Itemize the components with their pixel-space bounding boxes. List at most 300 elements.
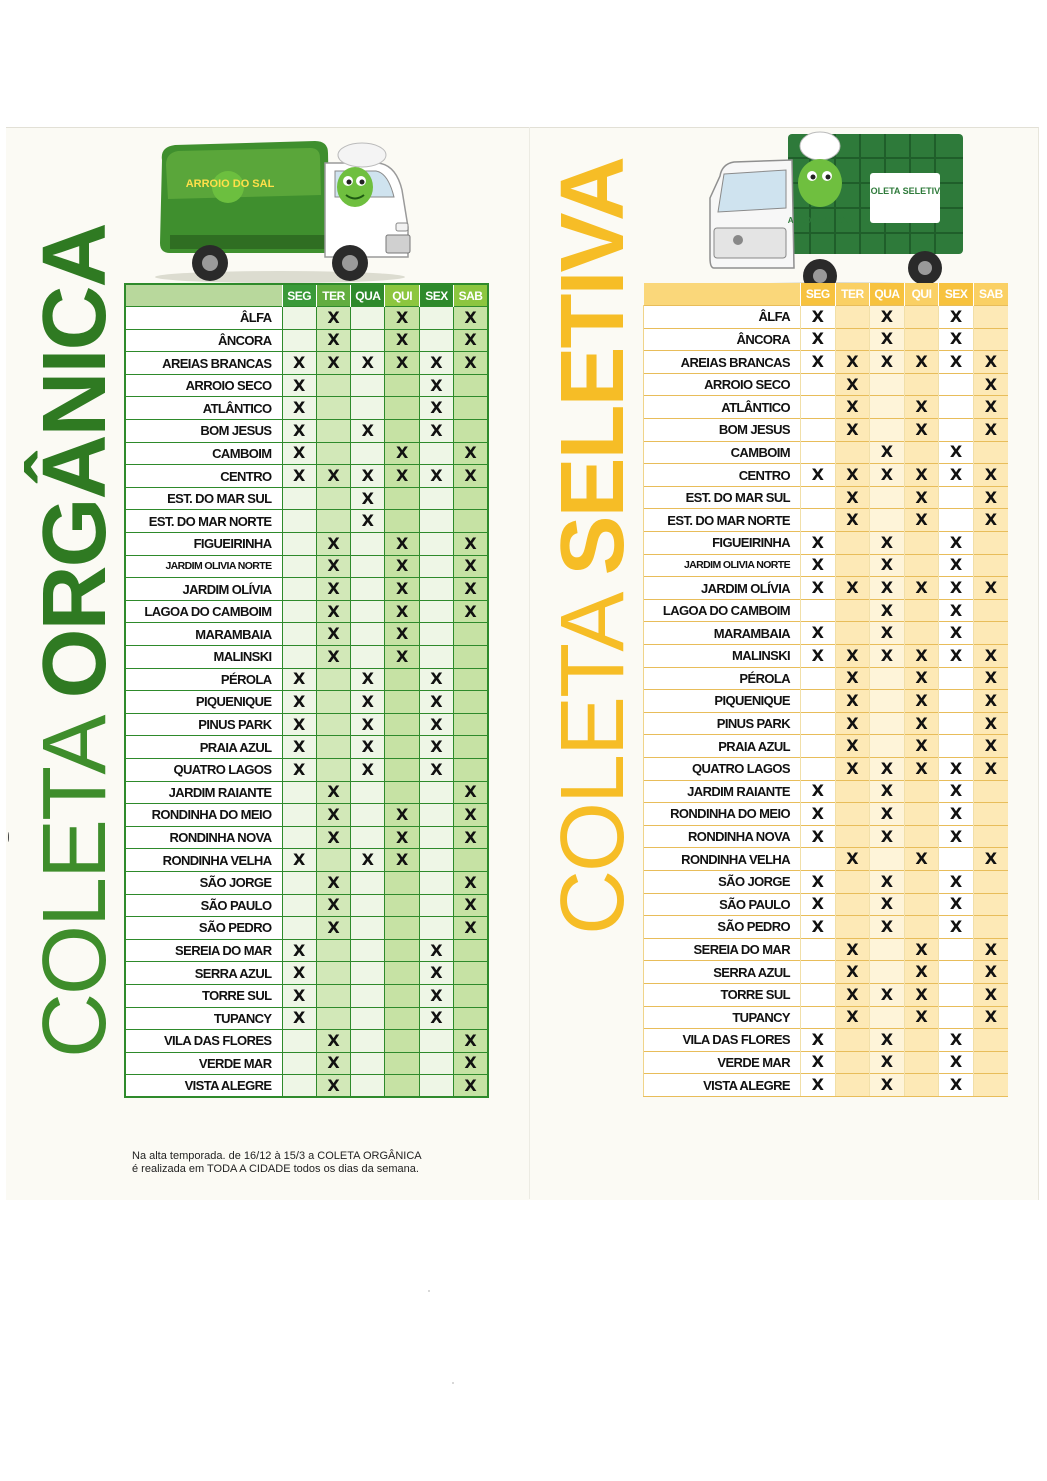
collection-mark: X	[939, 645, 974, 668]
table-row	[644, 780, 1009, 803]
collection-mark: X	[351, 420, 385, 443]
table-row	[644, 554, 1009, 577]
collection-mark: X	[419, 397, 453, 420]
collection-mark: X	[801, 803, 836, 826]
collection-mark	[904, 554, 939, 577]
collection-mark	[351, 984, 385, 1007]
neighborhood-name: MALINSKI	[125, 646, 282, 669]
collection-mark: X	[973, 351, 1008, 374]
collection-mark	[801, 757, 836, 780]
table-row	[644, 667, 1009, 690]
collection-mark	[419, 307, 453, 330]
table-row	[125, 646, 488, 669]
collection-mark	[454, 668, 488, 691]
collection-mark	[316, 487, 350, 510]
collection-mark	[801, 667, 836, 690]
table-row	[644, 509, 1009, 532]
collection-mark	[870, 961, 905, 984]
table-row	[125, 758, 488, 781]
table-row	[644, 328, 1009, 351]
collection-mark: X	[282, 736, 316, 759]
collection-mark	[454, 1007, 488, 1030]
collection-mark: X	[385, 600, 419, 623]
collection-mark	[316, 849, 350, 872]
collection-mark	[282, 1030, 316, 1053]
collection-mark: X	[282, 962, 316, 985]
neighborhood-name: BOM JESUS	[125, 420, 282, 443]
table-row	[125, 578, 488, 601]
collection-mark	[351, 442, 385, 465]
collection-mark	[385, 510, 419, 533]
table-row	[125, 849, 488, 872]
collection-mark	[351, 329, 385, 352]
collection-mark: X	[454, 329, 488, 352]
organica-title: COLETA ORGÂNICA	[25, 224, 125, 1058]
collection-mark	[939, 983, 974, 1006]
table-row	[125, 668, 488, 691]
neighborhood-name: TORRE SUL	[125, 984, 282, 1007]
collection-mark: X	[351, 352, 385, 375]
collection-mark	[385, 962, 419, 985]
collection-mark: X	[939, 1051, 974, 1074]
collection-mark: X	[939, 622, 974, 645]
table-row	[644, 1074, 1009, 1097]
table-row	[125, 917, 488, 940]
table-row	[644, 983, 1009, 1006]
table-header-row	[644, 283, 1009, 306]
collection-mark	[351, 646, 385, 669]
table-row	[125, 307, 488, 330]
collection-mark: X	[904, 712, 939, 735]
collection-mark	[282, 329, 316, 352]
neighborhood-name: SEREIA DO MAR	[125, 939, 282, 962]
collection-mark	[870, 938, 905, 961]
collection-mark	[835, 306, 870, 329]
neighborhood-name: PINUS PARK	[125, 713, 282, 736]
collection-mark	[351, 1030, 385, 1053]
collection-mark: X	[904, 1006, 939, 1029]
neighborhood-name: ÂLFA	[125, 307, 282, 330]
collection-mark: X	[454, 1075, 488, 1098]
neighborhood-name: JARDIM OLÍVIA	[644, 577, 801, 600]
collection-mark	[282, 781, 316, 804]
collection-mark	[904, 306, 939, 329]
collection-mark	[454, 510, 488, 533]
collection-mark	[419, 917, 453, 940]
collection-mark	[835, 532, 870, 555]
collection-mark: X	[939, 893, 974, 916]
collection-mark: X	[316, 917, 350, 940]
neighborhood-name: SÃO PAULO	[644, 893, 801, 916]
collection-mark: X	[870, 1074, 905, 1097]
collection-mark: X	[904, 757, 939, 780]
collection-mark: X	[973, 848, 1008, 871]
table-row	[125, 600, 488, 623]
collection-mark	[835, 893, 870, 916]
collection-mark: X	[454, 465, 488, 488]
table-row	[125, 352, 488, 375]
table-row	[125, 397, 488, 420]
collection-mark: X	[801, 645, 836, 668]
collection-mark	[904, 622, 939, 645]
collection-mark	[385, 939, 419, 962]
collection-mark	[419, 487, 453, 510]
collection-mark	[316, 442, 350, 465]
collection-mark: X	[351, 758, 385, 781]
collection-mark: X	[870, 916, 905, 939]
collection-mark	[939, 667, 974, 690]
neighborhood-name: EST. DO MAR SUL	[125, 487, 282, 510]
collection-mark: X	[870, 780, 905, 803]
truck-logo-text: ARROIO DO SAL	[185, 178, 275, 190]
collection-mark: X	[316, 646, 350, 669]
collection-mark: X	[973, 757, 1008, 780]
collection-mark: X	[870, 532, 905, 555]
neighborhood-name: RONDINHA DO MEIO	[644, 803, 801, 826]
collection-mark: X	[385, 646, 419, 669]
day-header: SAB	[454, 284, 488, 307]
collection-mark	[973, 306, 1008, 329]
collection-mark	[454, 487, 488, 510]
collection-mark	[351, 578, 385, 601]
collection-mark: X	[801, 893, 836, 916]
collection-mark	[351, 1007, 385, 1030]
neighborhood-name: MARAMBAIA	[644, 622, 801, 645]
footnote-line-1: Na alta temporada. de 16/12 à 15/3 a COLETA ORGÂNICA	[132, 1150, 422, 1162]
collection-mark	[385, 668, 419, 691]
collection-mark: X	[351, 510, 385, 533]
neighborhood-name: RONDINHA DO MEIO	[125, 804, 282, 827]
selective-collection-truck-illustration	[700, 128, 970, 298]
collection-mark: X	[282, 442, 316, 465]
neighborhood-name: EST. DO MAR NORTE	[644, 509, 801, 532]
collection-mark	[316, 736, 350, 759]
collection-mark	[454, 420, 488, 443]
neighborhood-name: MALINSKI	[644, 645, 801, 668]
collection-mark: X	[316, 307, 350, 330]
collection-mark	[904, 780, 939, 803]
collection-mark	[454, 962, 488, 985]
neighborhood-name: TUPANCY	[125, 1007, 282, 1030]
collection-mark: X	[351, 487, 385, 510]
collection-mark	[801, 419, 836, 442]
collection-mark: X	[316, 533, 350, 556]
collection-mark: X	[385, 465, 419, 488]
collection-mark	[316, 984, 350, 1007]
collection-mark	[801, 983, 836, 1006]
collection-mark: X	[870, 983, 905, 1006]
collection-mark	[419, 578, 453, 601]
collection-mark: X	[835, 983, 870, 1006]
collection-mark	[351, 600, 385, 623]
table-row	[644, 419, 1009, 442]
table-row	[644, 464, 1009, 487]
table-row	[125, 623, 488, 646]
collection-mark	[385, 691, 419, 714]
collection-mark	[282, 804, 316, 827]
neighborhood-name: VERDE MAR	[125, 1052, 282, 1075]
neighborhood-name: RONDINHA NOVA	[644, 825, 801, 848]
collection-mark	[351, 1052, 385, 1075]
table-row	[644, 622, 1009, 645]
collection-mark	[316, 758, 350, 781]
collection-mark: X	[939, 780, 974, 803]
collection-mark	[801, 961, 836, 984]
collection-mark: X	[419, 420, 453, 443]
neighborhood-name: VILA DAS FLORES	[125, 1030, 282, 1053]
collection-mark: X	[282, 465, 316, 488]
collection-mark: X	[939, 306, 974, 329]
table-row	[125, 555, 488, 578]
collection-mark: X	[316, 555, 350, 578]
collection-mark	[904, 441, 939, 464]
collection-mark: X	[385, 329, 419, 352]
collection-mark: X	[282, 939, 316, 962]
collection-mark: X	[316, 465, 350, 488]
collection-mark	[801, 441, 836, 464]
collection-mark	[385, 1075, 419, 1098]
collection-mark: X	[904, 667, 939, 690]
collection-mark: X	[351, 691, 385, 714]
day-header: QUI	[385, 284, 419, 307]
table-row	[644, 577, 1009, 600]
collection-mark: X	[282, 374, 316, 397]
collection-mark: X	[904, 735, 939, 758]
collection-mark	[973, 1029, 1008, 1052]
collection-mark	[870, 486, 905, 509]
collection-mark	[316, 374, 350, 397]
collection-mark	[904, 803, 939, 826]
collection-mark: X	[385, 623, 419, 646]
collection-mark	[939, 938, 974, 961]
table-header-row	[125, 284, 488, 307]
day-header: SEX	[419, 284, 453, 307]
collection-mark: X	[973, 486, 1008, 509]
collection-mark: X	[454, 804, 488, 827]
collection-mark: X	[973, 373, 1008, 396]
collection-mark: X	[419, 465, 453, 488]
collection-mark: X	[973, 396, 1008, 419]
seletiva-schedule-table	[643, 283, 1008, 1097]
neighborhood-name: EST. DO MAR NORTE	[125, 510, 282, 533]
collection-mark: X	[801, 306, 836, 329]
collection-mark	[973, 803, 1008, 826]
table-row	[644, 486, 1009, 509]
table-row	[125, 1007, 488, 1030]
neighborhood-name: SERRA AZUL	[125, 962, 282, 985]
table-row	[125, 962, 488, 985]
collection-mark: X	[454, 533, 488, 556]
table-row	[125, 1075, 488, 1098]
collection-mark	[316, 939, 350, 962]
collection-mark	[939, 419, 974, 442]
neighborhood-name: CAMBOIM	[125, 442, 282, 465]
table-row	[644, 351, 1009, 374]
table-row	[644, 916, 1009, 939]
collection-mark: X	[973, 509, 1008, 532]
collection-mark: X	[870, 622, 905, 645]
table-row	[644, 441, 1009, 464]
collection-mark: X	[835, 757, 870, 780]
collection-mark: X	[939, 351, 974, 374]
collection-mark	[351, 307, 385, 330]
neighborhood-name: EST. DO MAR SUL	[644, 486, 801, 509]
collection-mark	[454, 623, 488, 646]
collection-mark: X	[973, 1006, 1008, 1029]
collection-mark	[316, 1007, 350, 1030]
neighborhood-name: ÂLFA	[644, 306, 801, 329]
collection-mark: X	[870, 554, 905, 577]
collection-mark	[316, 510, 350, 533]
collection-mark	[835, 916, 870, 939]
scan-speck	[428, 1290, 430, 1292]
collection-mark: X	[454, 917, 488, 940]
day-header: TER	[835, 283, 870, 306]
collection-mark	[939, 712, 974, 735]
collection-mark	[351, 533, 385, 556]
collection-mark	[870, 735, 905, 758]
neighborhood-name: ÂNCORA	[644, 328, 801, 351]
collection-mark	[835, 780, 870, 803]
collection-mark	[870, 509, 905, 532]
collection-mark: X	[282, 397, 316, 420]
collection-mark	[801, 599, 836, 622]
collection-mark: X	[939, 441, 974, 464]
collection-mark	[385, 397, 419, 420]
collection-mark	[419, 849, 453, 872]
collection-mark	[282, 600, 316, 623]
collection-mark: X	[870, 757, 905, 780]
table-row	[125, 510, 488, 533]
collection-mark	[904, 1074, 939, 1097]
collection-mark	[419, 871, 453, 894]
collection-mark	[419, 1075, 453, 1098]
collection-mark	[454, 849, 488, 872]
collection-mark	[385, 1007, 419, 1030]
collection-mark: X	[870, 893, 905, 916]
collection-mark	[316, 691, 350, 714]
neighborhood-name: JARDIM RAIANTE	[125, 781, 282, 804]
scan-mark	[8, 832, 9, 842]
collection-mark	[282, 555, 316, 578]
neighborhood-name: PÉROLA	[644, 667, 801, 690]
collection-mark: X	[351, 713, 385, 736]
neighborhood-name: TUPANCY	[644, 1006, 801, 1029]
collection-mark: X	[801, 532, 836, 555]
collection-mark: X	[904, 690, 939, 713]
table-row	[644, 599, 1009, 622]
collection-mark: X	[385, 442, 419, 465]
collection-mark	[973, 328, 1008, 351]
collection-mark: X	[316, 578, 350, 601]
table-row	[125, 420, 488, 443]
collection-mark: X	[870, 577, 905, 600]
neighborhood-name: FIGUEIRINHA	[125, 533, 282, 556]
collection-mark	[351, 1075, 385, 1098]
collection-mark	[385, 894, 419, 917]
day-header: SEG	[801, 283, 836, 306]
table-row	[125, 374, 488, 397]
collection-mark	[351, 623, 385, 646]
collection-mark: X	[835, 396, 870, 419]
collection-mark: X	[835, 577, 870, 600]
collection-mark: X	[351, 465, 385, 488]
neighborhood-name: RONDINHA VELHA	[125, 849, 282, 872]
neighborhood-name: JARDIM OLIVIA NORTE	[644, 554, 801, 577]
day-header: SEX	[939, 283, 974, 306]
collection-mark	[351, 871, 385, 894]
collection-mark	[351, 917, 385, 940]
table-row	[125, 826, 488, 849]
collection-mark	[973, 916, 1008, 939]
collection-mark	[801, 848, 836, 871]
collection-mark: X	[801, 577, 836, 600]
collection-mark: X	[419, 984, 453, 1007]
table-row	[125, 691, 488, 714]
collection-mark: X	[870, 351, 905, 374]
collection-mark: X	[454, 578, 488, 601]
collection-mark	[801, 486, 836, 509]
table-row	[125, 984, 488, 1007]
collection-mark: X	[282, 849, 316, 872]
collection-mark: X	[282, 984, 316, 1007]
collection-mark	[419, 646, 453, 669]
collection-mark	[419, 329, 453, 352]
table-row	[125, 465, 488, 488]
collection-mark	[351, 804, 385, 827]
collection-mark	[835, 441, 870, 464]
collection-mark: X	[939, 1029, 974, 1052]
seletiva-title: COLETA SELETIVA	[543, 158, 643, 935]
collection-mark: X	[835, 419, 870, 442]
collection-mark: X	[939, 825, 974, 848]
collection-mark	[282, 1075, 316, 1098]
collection-mark	[316, 962, 350, 985]
collection-mark: X	[939, 803, 974, 826]
collection-mark	[835, 1029, 870, 1052]
neighborhood-name: AREIAS BRANCAS	[125, 352, 282, 375]
collection-mark: X	[454, 894, 488, 917]
collection-mark: X	[801, 1051, 836, 1074]
collection-mark	[904, 893, 939, 916]
collection-mark: X	[801, 351, 836, 374]
collection-mark: X	[419, 374, 453, 397]
collection-mark: X	[973, 938, 1008, 961]
collection-mark	[904, 1051, 939, 1074]
collection-mark: X	[973, 667, 1008, 690]
neighborhood-name: PINUS PARK	[644, 712, 801, 735]
collection-mark: X	[835, 464, 870, 487]
collection-mark: X	[973, 577, 1008, 600]
neighborhood-name: SÃO PEDRO	[644, 916, 801, 939]
collection-mark	[454, 758, 488, 781]
collection-mark	[835, 622, 870, 645]
collection-mark	[904, 373, 939, 396]
collection-mark	[973, 532, 1008, 555]
collection-mark	[835, 599, 870, 622]
collection-mark	[801, 735, 836, 758]
collection-mark	[385, 984, 419, 1007]
collection-mark	[973, 1051, 1008, 1074]
neighborhood-name: PRAIA AZUL	[125, 736, 282, 759]
collection-mark	[973, 441, 1008, 464]
neighborhood-name: QUATRO LAGOS	[125, 758, 282, 781]
collection-mark	[419, 442, 453, 465]
collection-mark: X	[454, 555, 488, 578]
collection-mark	[419, 623, 453, 646]
neighborhood-name: SÃO JORGE	[125, 871, 282, 894]
collection-mark: X	[801, 1074, 836, 1097]
